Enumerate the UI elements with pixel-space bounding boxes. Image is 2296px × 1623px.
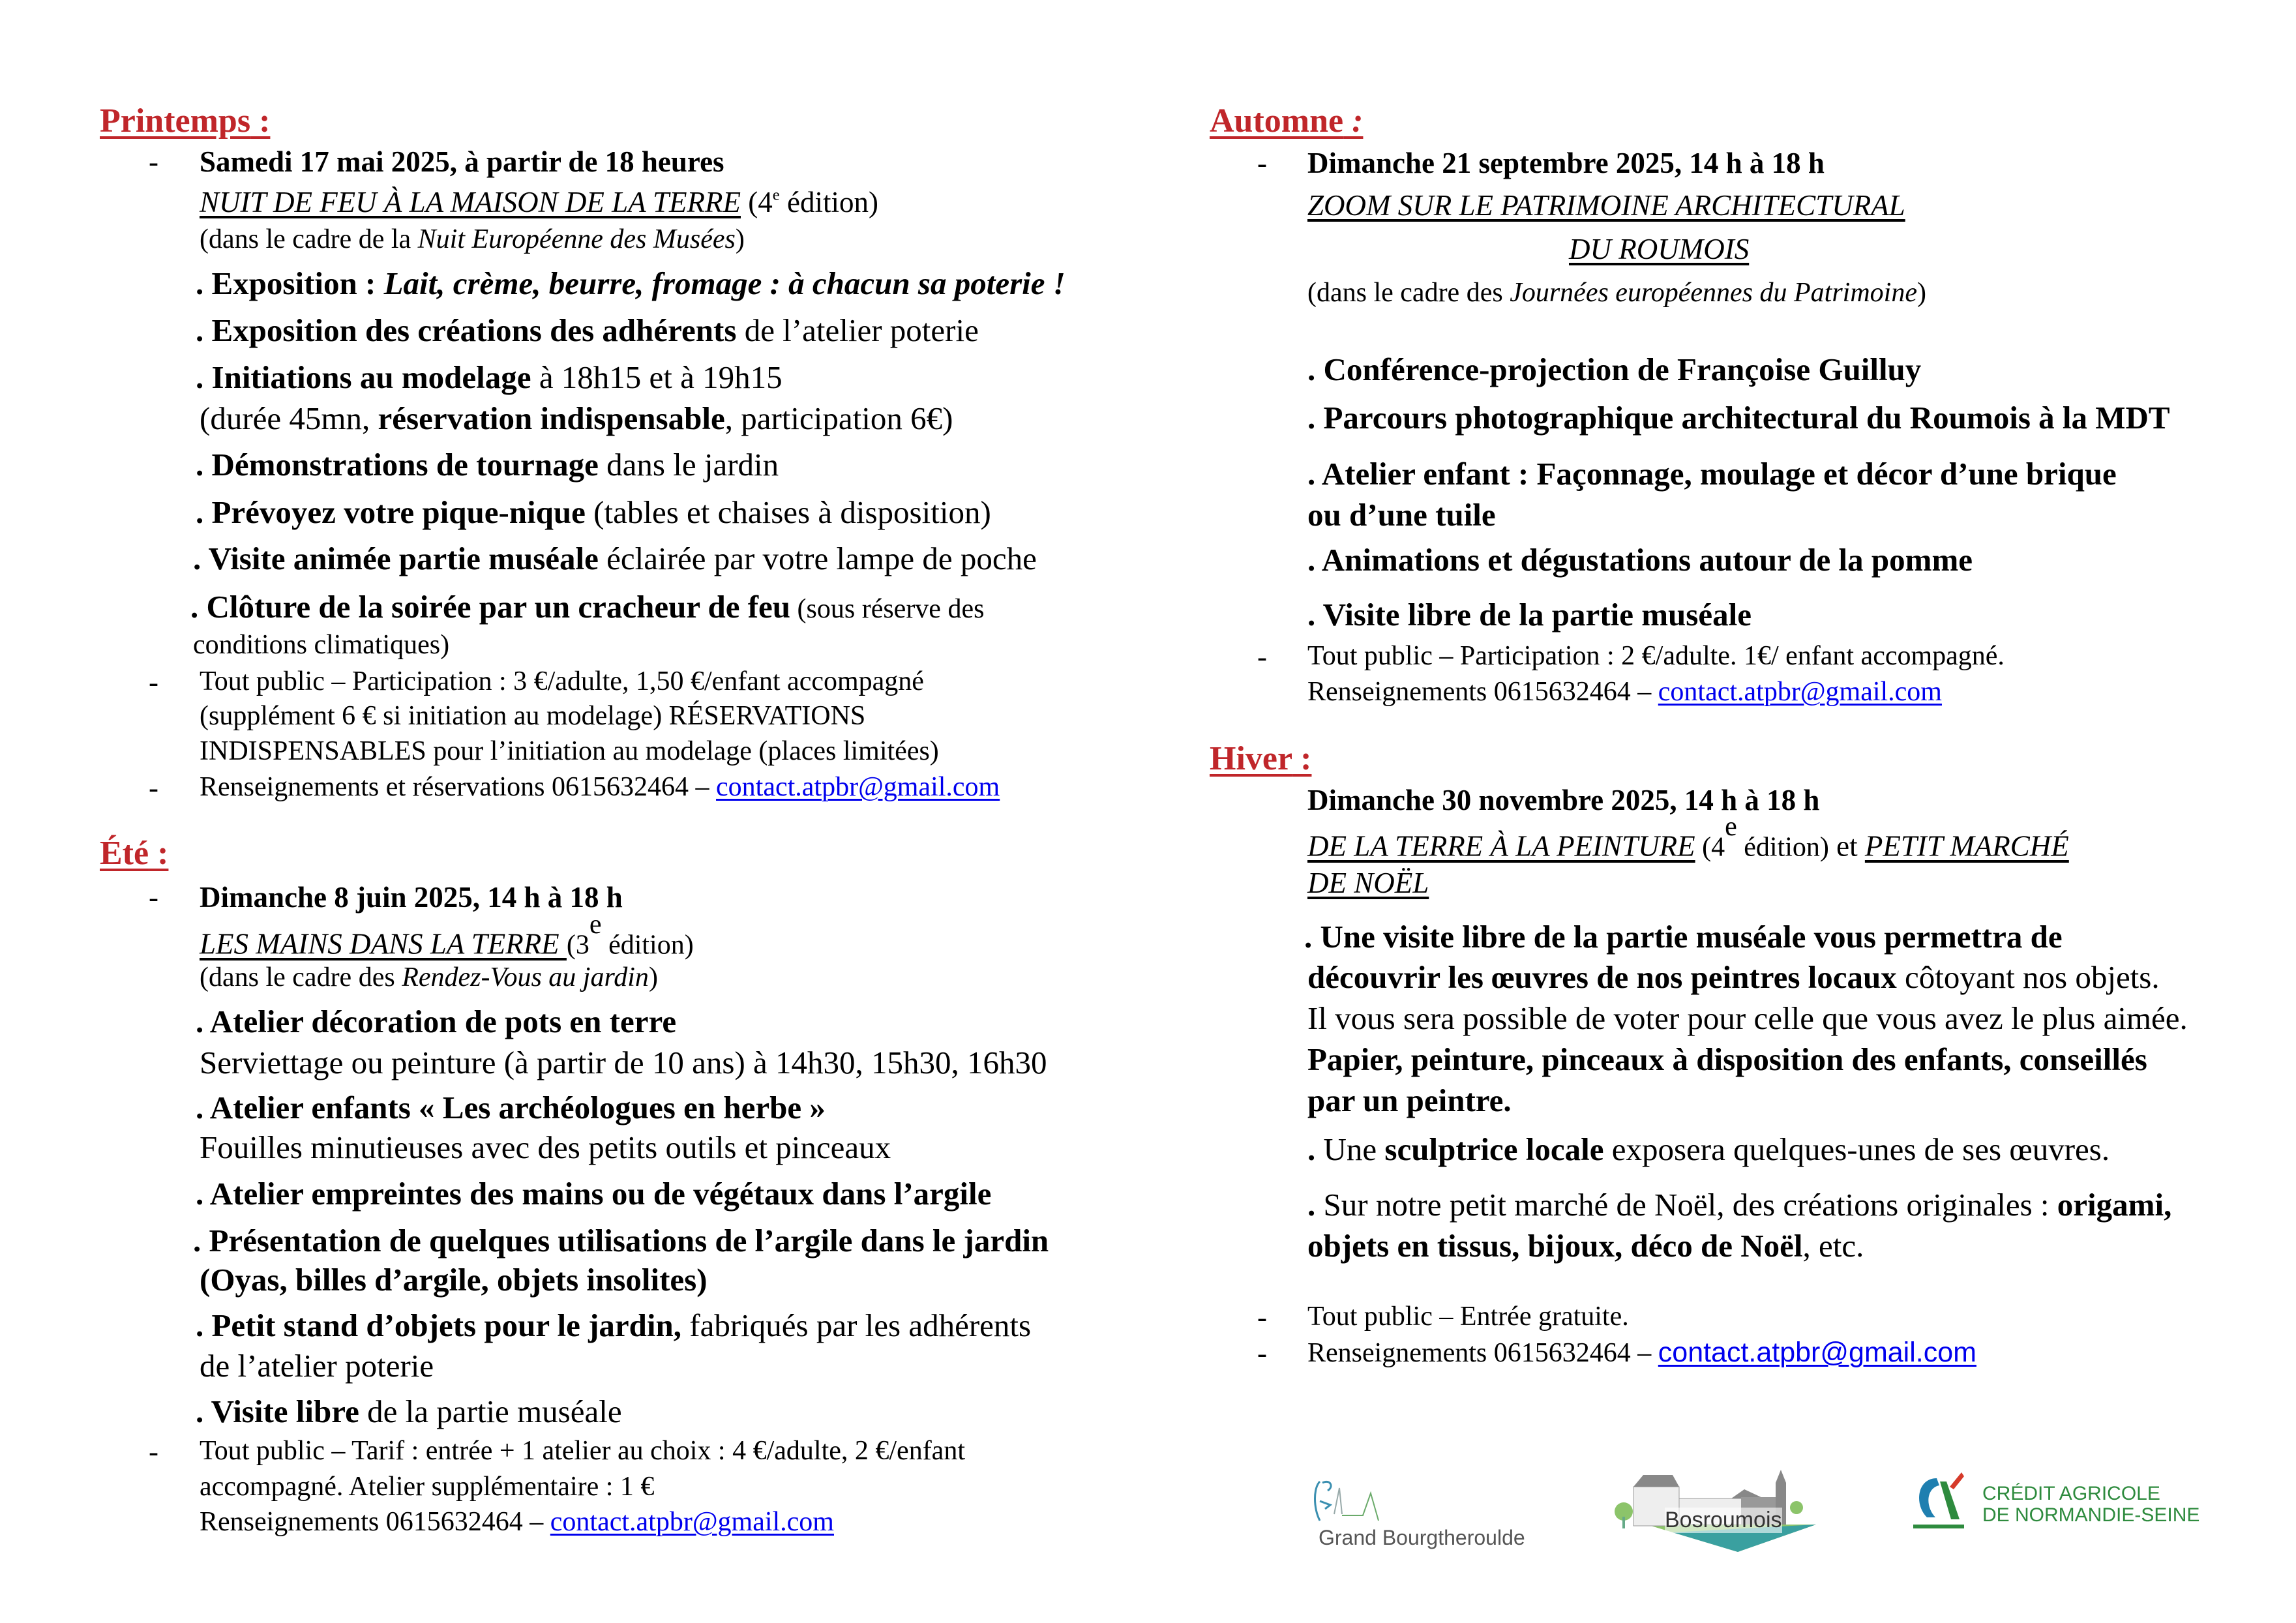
bullet: . xyxy=(1307,351,1324,387)
bullet: . xyxy=(196,1176,210,1212)
activity-pre: Une xyxy=(1323,1131,1385,1167)
activity-bold: Atelier décoration de pots en terre xyxy=(209,1004,677,1039)
grand-bourgtheroulde-emblem-icon xyxy=(1311,1475,1389,1534)
contact-line xyxy=(1307,678,1942,706)
contact-line xyxy=(200,773,1000,801)
bullet: . xyxy=(196,1004,210,1039)
price-line: (supplément 6 € si initiation au modelage) RÉSERVATIONS xyxy=(200,701,866,731)
activity-rest: éclairée par votre lampe de poche xyxy=(598,541,1037,576)
activity-bold: Démonstrations de tournage xyxy=(211,447,599,483)
activity-item xyxy=(196,1178,991,1210)
event-title: LES MAINS DANS LA TERRE xyxy=(200,927,567,960)
activity-bold: Une visite libre de la partie muséale vous permettra de xyxy=(1320,919,2063,955)
activity-detail: Il vous sera possible de voter pour celle que vous avez le plus aimée. xyxy=(1307,1000,2188,1036)
activity-rest: (tables et chaises à disposition) xyxy=(585,494,991,530)
activity-item xyxy=(1307,353,1921,385)
season-heading-hiver xyxy=(1210,742,1311,776)
activity-rest: dans le jardin xyxy=(598,447,779,483)
activity-item xyxy=(196,314,979,346)
list-dash: - xyxy=(149,666,158,698)
activity-bold: Parcours photographique architectural du Roumois à la MDT xyxy=(1323,400,2170,436)
bullet: . xyxy=(1307,1187,1324,1223)
event-title-2-cont: DE NOËL xyxy=(1307,867,1429,899)
activity-bold: Atelier enfant : Façonnage, moulage et décor d’une brique xyxy=(1321,456,2117,492)
activity-item xyxy=(1307,1133,2110,1165)
activity-item xyxy=(193,543,1037,574)
context-italic: Journées européennes du Patrimoine xyxy=(1510,278,1917,308)
event-title-line xyxy=(1307,812,2069,863)
activity-bold: Atelier enfants « Les archéologues en herbe » xyxy=(209,1090,826,1125)
bullet: . xyxy=(196,1393,211,1429)
bullet: . xyxy=(196,359,212,395)
event-date: Dimanche 8 juin 2025, 14 h à 18 h xyxy=(200,881,623,914)
activity-item xyxy=(196,449,779,481)
activity-detail: Papier, peinture, pinceaux à disposition des enfants, conseillés xyxy=(1307,1041,2147,1077)
activity-detail xyxy=(200,402,953,434)
email-link[interactable]: contact.atpbr@gmail.com xyxy=(550,1507,834,1537)
activity-pre: Sur notre petit marché de Noël, des créations originales : xyxy=(1323,1187,2057,1223)
list-dash: - xyxy=(149,145,158,178)
list-dash: - xyxy=(1257,1301,1267,1333)
credit-agricole-emblem-icon xyxy=(1911,1468,1969,1534)
season-colon: : xyxy=(1343,102,1364,140)
logo-text: Grand Bourgtheroulde xyxy=(1319,1526,1525,1549)
activity-rest: de l’atelier poterie xyxy=(736,312,979,348)
activity-rest: à 18h15 et à 19h15 xyxy=(531,359,783,395)
bullet: . xyxy=(1307,400,1324,436)
edition-number: (4 xyxy=(1695,832,1725,863)
detail-prefix: (durée 45mn, xyxy=(200,400,378,436)
title-connector: et xyxy=(1828,829,1865,863)
activity-bold: découvrir les œuvres de nos peintres locaux xyxy=(1307,959,1897,995)
bullet: . xyxy=(196,265,212,301)
activity-item xyxy=(196,1395,622,1427)
contact-prefix: Renseignements et réservations 0615632464 – xyxy=(200,772,717,802)
bullet: . xyxy=(1307,456,1322,492)
contact-prefix: Renseignements 0615632464 – xyxy=(1307,1338,1658,1368)
contact-prefix: Renseignements 0615632464 – xyxy=(200,1507,550,1537)
activity-rest: , etc. xyxy=(1802,1228,1864,1264)
email-link[interactable]: contact.atpbr@gmail.com xyxy=(716,772,1000,802)
bullet: . xyxy=(190,589,207,625)
activity-item xyxy=(1304,921,2063,953)
event-title-line: NUIT DE FEU À LA MAISON DE LA TERRE (4e édition) xyxy=(200,186,878,218)
activity-bold: Initiations au modelage xyxy=(211,359,531,395)
activity-rest: fabriqués par les adhérents xyxy=(681,1307,1032,1343)
edition-sup: e xyxy=(772,186,780,204)
contact-prefix: Renseignements 0615632464 – xyxy=(1307,677,1658,707)
list-dash: - xyxy=(1257,1337,1267,1369)
season-label: Automne xyxy=(1210,102,1344,140)
activity-item xyxy=(196,1005,676,1037)
bullet: . xyxy=(196,1307,212,1343)
activity-detail: de l’atelier poterie xyxy=(200,1348,434,1384)
logo-text-line2: DE NORMANDIE-SEINE xyxy=(1982,1504,2200,1526)
activity-item xyxy=(1307,544,1973,576)
event-title-cont: DU ROUMOIS xyxy=(1569,233,1750,265)
contact-line xyxy=(1307,1339,1976,1367)
list-dash: - xyxy=(149,1435,158,1468)
event-title: DE LA TERRE À LA PEINTURE xyxy=(1307,829,1695,863)
logo-bosroumois xyxy=(1607,1467,1849,1555)
context-suffix: ) xyxy=(735,224,745,254)
edition-text: édition) xyxy=(601,930,694,960)
price-line: accompagné. Atelier supplémentaire : 1 € xyxy=(200,1472,655,1502)
detail-bold: réservation indispensable xyxy=(378,400,725,436)
logo-credit-agricole xyxy=(1911,1468,2200,1540)
price-line: Tout public – Entrée gratuite. xyxy=(1307,1302,1629,1332)
context-prefix: (dans le cadre de la xyxy=(200,224,418,254)
season-heading-printemps xyxy=(100,104,270,138)
price-line: INDISPENSABLES pour l’initiation au modelage (places limitées) xyxy=(200,736,939,766)
activity-bold: Visite libre xyxy=(211,1393,359,1429)
price-line: Tout public – Participation : 2 €/adulte. 1€/ enfant accompagné. xyxy=(1307,641,2005,671)
edition-number: 4 xyxy=(758,186,773,218)
event-title-2: PETIT MARCHÉ xyxy=(1864,829,2069,863)
credit-agricole-text xyxy=(1982,1483,2199,1526)
activity-bold: sculptrice locale xyxy=(1384,1131,1604,1167)
activity-item xyxy=(190,591,984,623)
event-date: Dimanche 30 novembre 2025, 14 h à 18 h xyxy=(1307,784,1820,816)
activity-detail: conditions climatiques) xyxy=(193,630,450,660)
activity-bold: Visite animée partie muséale xyxy=(208,541,599,576)
logo-text-line1: CRÉDIT AGRICOLE xyxy=(1982,1483,2160,1504)
event-context xyxy=(200,964,658,991)
edition-number: (3 xyxy=(566,930,589,960)
activity-rest: exposera quelques-unes de ses œuvres. xyxy=(1603,1131,2110,1167)
activity-bold: Clôture de la soirée par un cracheur de feu xyxy=(206,589,791,625)
event-title-line xyxy=(200,910,694,960)
bullet: . xyxy=(1307,597,1323,633)
context-prefix: (dans le cadre des xyxy=(1307,278,1510,308)
bullet: . xyxy=(1304,919,1320,955)
bullet: . xyxy=(193,1223,209,1258)
edition-sup: e xyxy=(589,910,602,940)
activity-bold: Prévoyez votre pique-nique xyxy=(211,494,586,530)
activity-bold: origami, xyxy=(2057,1187,2172,1223)
event-title: NUIT DE FEU À LA MAISON DE LA TERRE xyxy=(200,186,741,218)
activity-italic: Lait, crème, beurre, fromage : à chacun sa poterie ! xyxy=(383,265,1066,301)
activity-rest: de la partie muséale xyxy=(359,1393,622,1429)
activity-item xyxy=(1307,599,1752,631)
activity-bold: Atelier empreintes des mains ou de végétaux dans l’argile xyxy=(209,1176,992,1212)
season-colon: : xyxy=(250,102,271,140)
season-heading-ete xyxy=(100,837,168,871)
activity-bold: Présentation de quelques utilisations de l’argile dans le jardin xyxy=(209,1223,1049,1258)
edition-sup: e xyxy=(1725,812,1737,842)
event-context xyxy=(1307,279,1926,306)
event-date: Samedi 17 mai 2025, à partir de 18 heures xyxy=(200,145,724,178)
detail-suffix: , participation 6€) xyxy=(724,400,953,436)
activity-rest: côtoyant nos objets. xyxy=(1896,959,2160,995)
price-line: Tout public – Participation : 3 €/adulte, 1,50 €/enfant accompagné xyxy=(200,666,924,696)
email-link[interactable]: contact.atpbr@gmail.com xyxy=(1658,677,1942,707)
context-italic: Nuit Européenne des Musées xyxy=(417,224,736,254)
edition-text: édition) xyxy=(1737,832,1829,863)
context-prefix: (dans le cadre des xyxy=(200,962,402,992)
logo-text: Bosroumois xyxy=(1665,1508,1782,1532)
activity-detail: par un peintre. xyxy=(1307,1082,1512,1118)
event-date: Dimanche 21 septembre 2025, 14 h à 18 h xyxy=(1307,147,1825,179)
activity-item xyxy=(196,361,783,393)
season-label: Hiver xyxy=(1210,740,1292,777)
event-title: ZOOM SUR LE PATRIMOINE ARCHITECTURAL xyxy=(1307,189,1905,222)
activity-bold: Exposition des créations des adhérents xyxy=(211,312,737,348)
activity-item xyxy=(196,1309,1031,1341)
event-context xyxy=(200,226,745,253)
activity-detail: Serviettage ou peinture (à partir de 10 ans) à 14h30, 15h30, 16h30 xyxy=(200,1045,1047,1080)
season-label: Été xyxy=(100,835,149,872)
activity-detail: Fouilles minutieuses avec des petits outils et pinceaux xyxy=(200,1129,891,1165)
activity-detail xyxy=(1307,1230,1864,1262)
price-line: Tout public – Tarif : entrée + 1 atelier au choix : 4 €/adulte, 2 €/enfant xyxy=(200,1436,965,1466)
activity-detail: ou d’une tuile xyxy=(1307,497,1496,533)
logo-grand-bourgtheroulde xyxy=(1311,1475,1545,1553)
context-italic: Rendez-Vous au jardin xyxy=(402,962,649,992)
activity-detail xyxy=(1307,961,2160,993)
list-dash: - xyxy=(1257,147,1267,179)
context-suffix: ) xyxy=(648,962,658,992)
list-dash: - xyxy=(149,771,158,804)
bullet: . xyxy=(193,541,209,576)
activity-bold: Animations et dégustations autour de la pomme xyxy=(1321,542,1973,578)
activity-bold: Petit stand d’objets pour le jardin, xyxy=(211,1307,682,1343)
activity-item xyxy=(196,496,991,528)
activity-item xyxy=(196,1092,826,1124)
activity-bold: Exposition : xyxy=(211,265,384,301)
activity-bold: objets en tissus, bijoux, déco de Noël xyxy=(1307,1228,1803,1264)
activity-item xyxy=(1307,1189,2171,1221)
context-suffix: ) xyxy=(1916,278,1926,308)
edition-text: édition) xyxy=(779,186,878,218)
activity-item xyxy=(193,1225,1049,1257)
activity-item xyxy=(1307,402,2170,434)
activity-rest: (sous réserve des xyxy=(790,594,985,624)
bullet: . xyxy=(196,312,212,348)
season-label: Printemps xyxy=(100,102,251,140)
activity-bold: Conférence-projection de Françoise Guilluy xyxy=(1323,351,1922,387)
bullet: . xyxy=(1307,542,1322,578)
list-dash: - xyxy=(1257,640,1267,673)
activity-item xyxy=(1307,458,2117,490)
bullet: . xyxy=(196,1090,210,1125)
email-link[interactable]: contact.atpbr@gmail.com xyxy=(1658,1337,1976,1368)
activity-detail: (Oyas, billes d’argile, objets insolites) xyxy=(200,1262,708,1298)
activity-item xyxy=(196,267,1066,299)
contact-line xyxy=(200,1508,834,1536)
season-colon: : xyxy=(1292,740,1312,777)
list-dash: - xyxy=(149,881,158,914)
activity-bold: Visite libre de la partie muséale xyxy=(1322,597,1752,633)
bullet: . xyxy=(196,447,212,483)
season-heading-automne xyxy=(1210,104,1363,138)
season-colon: : xyxy=(149,835,169,872)
bullet: . xyxy=(1307,1131,1324,1167)
bullet: . xyxy=(196,494,212,530)
